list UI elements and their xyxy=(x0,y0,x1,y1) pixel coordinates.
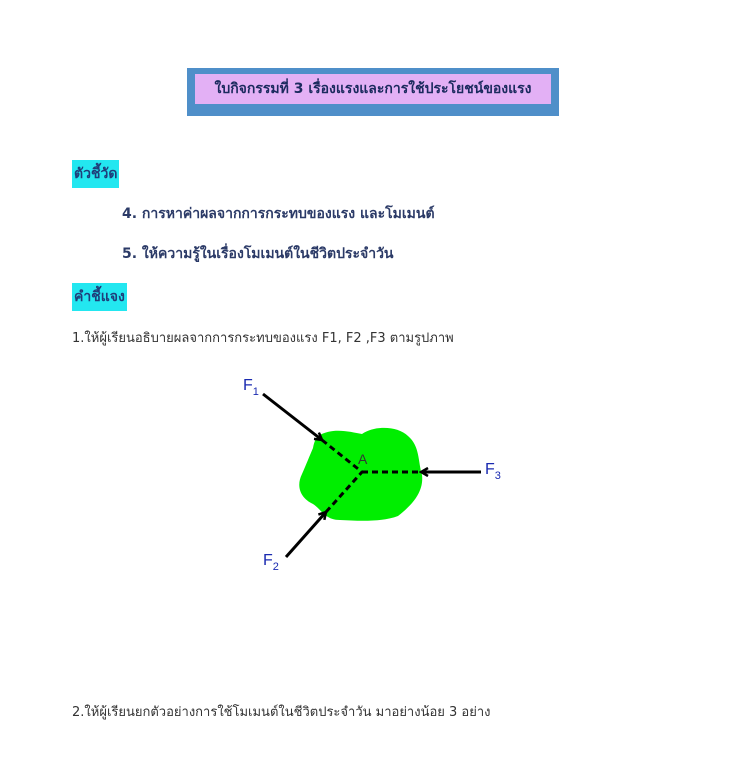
question-2: 2.ให้ผู้เรียนยกตัวอย่างการใช้โมเมนต์ในชีวิตประจำวัน มาอย่างน้อย 3 อย่าง xyxy=(72,705,491,720)
arrow-f2 xyxy=(286,512,326,557)
indicator-item-5: 5. ให้ความรู้ในเรื่องโมเมนต์ในชีวิตประจำวัน xyxy=(122,246,394,262)
page-title: ใบกิจกรรมที่ 3 เรื่องแรงและการใช้ประโยชน์ของแรง xyxy=(195,74,551,104)
instruction-heading: คำชี้แจง xyxy=(72,283,127,311)
force-label-f2: $F_2$ xyxy=(263,552,279,573)
force-label-f1: $F_1$ xyxy=(243,377,259,398)
point-label-a: A xyxy=(358,451,368,467)
force-label-f3: $F_3$ xyxy=(485,461,501,482)
indicator-heading: ตัวชี้วัด xyxy=(72,160,119,188)
question-1: 1.ให้ผู้เรียนอธิบายผลจากการกระทบของแรง F1, F2 ,F3 ตามรูปภาพ xyxy=(72,331,454,346)
arrow-f1 xyxy=(263,394,322,440)
indicator-item-4: 4. การหาค่าผลจากการกระทบของแรง และโมเมนต์ xyxy=(122,206,435,222)
